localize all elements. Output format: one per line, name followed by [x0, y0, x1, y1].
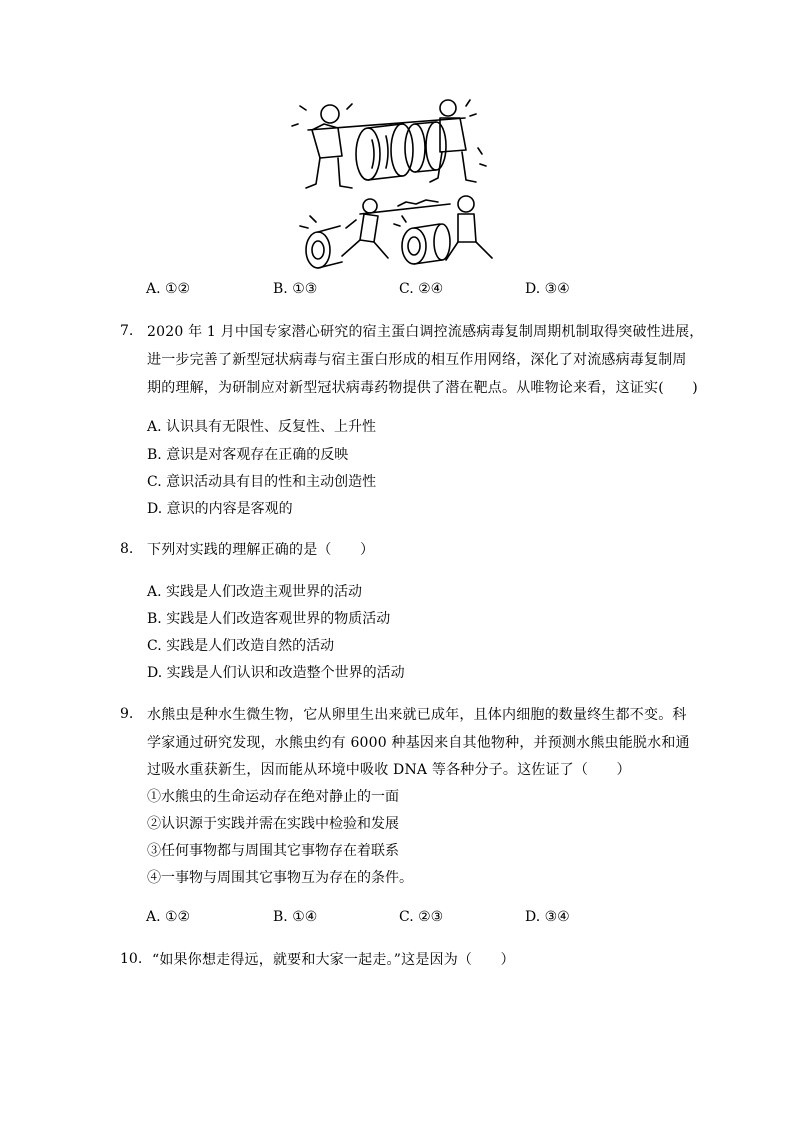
q7-option-a[interactable]: A. 认识具有无限性、反复性、上升性 [147, 419, 377, 435]
q9-option-a[interactable]: A. ①② [146, 909, 191, 925]
q7-option-c[interactable]: C. 意识活动具有目的性和主动创造性 [147, 474, 377, 490]
q6-option-c[interactable]: C. ②④ [399, 281, 444, 297]
question-text-line: 期的理解，为研制应对新型冠状病毒药物提供了潜在靶点。从唯物论来看，这证实( ) [147, 380, 698, 396]
question-text-line: “如果你想走得远，就要和大家一起走。”这是因为（ ） [152, 952, 515, 968]
q9-option-b[interactable]: B. ①④ [273, 909, 318, 925]
question-text-line: 下列对实践的理解正确的是（ ） [147, 542, 375, 558]
top-scene [292, 100, 486, 188]
q9-option-c[interactable]: C. ②③ [399, 909, 444, 925]
question-number: 10. [120, 951, 143, 967]
question-text-line: 2020 年 1 月中国专家潜心研究的宿主蛋白调控流感病毒复制周期机制取得突破性进展， [147, 324, 704, 340]
q9-statement-1: ①水熊虫的生命运动存在绝对静止的一面 [147, 789, 399, 805]
question-text-line: 水熊虫是种水生微生物，它从卵里生出来就已成年，且体内细胞的数量终生都不变。科 [147, 707, 687, 723]
question-text-line: 学家通过研究发现，水熊虫约有 6000 种基因来自其他物种，并预测水熊虫能脱水和通 [147, 735, 690, 751]
q6-option-a[interactable]: A. ①② [146, 281, 191, 297]
q9-statement-4: ④一事物与周围其它事物互为存在的条件。 [147, 870, 413, 886]
question-text-line: 进一步完善了新型冠状病毒与宿主蛋白形成的相互作用网络，深化了对流感病毒复制周 [147, 352, 687, 368]
q9-option-d[interactable]: D. ③④ [525, 909, 570, 925]
q8-option-d[interactable]: D. 实践是人们认识和改造整个世界的活动 [147, 665, 405, 681]
cartoon-illustration [290, 96, 505, 276]
question-number: 8. [120, 541, 134, 557]
q8-option-b[interactable]: B. 实践是人们改造客观世界的物质活动 [147, 611, 391, 627]
q7-option-d[interactable]: D. 意识的内容是客观的 [147, 501, 293, 517]
q7-option-b[interactable]: B. 意识是对客观存在正确的反映 [147, 447, 349, 463]
q8-option-c[interactable]: C. 实践是人们改造自然的活动 [147, 638, 335, 654]
q9-statement-2: ②认识源于实践并需在实践中检验和发展 [147, 816, 399, 832]
q8-option-a[interactable]: A. 实践是人们改造主观世界的活动 [147, 584, 363, 600]
q9-statement-3: ③任何事物都与周围其它事物存在着联系 [147, 843, 399, 859]
question-text-line: 过吸水重获新生，因而能从环境中吸收 DNA 等各种分子。这佐证了（ ） [147, 762, 631, 778]
question-number: 7. [120, 323, 134, 339]
q6-option-d[interactable]: D. ③④ [525, 281, 570, 297]
bottom-scene [300, 196, 492, 268]
q6-option-b[interactable]: B. ①③ [273, 281, 318, 297]
question-number: 9. [120, 706, 134, 722]
